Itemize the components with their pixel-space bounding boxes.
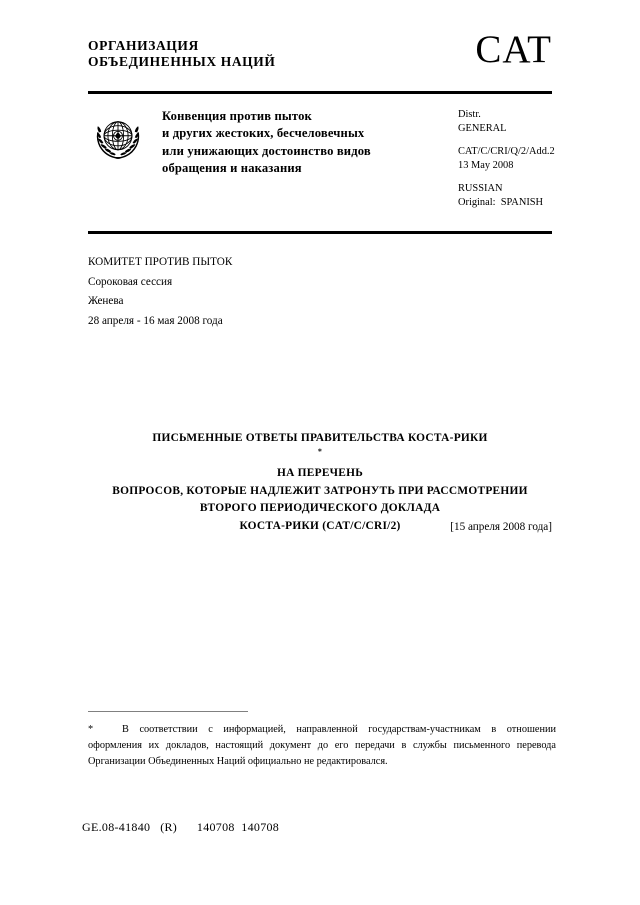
masthead [88, 28, 552, 71]
page-title-line-2: ВОПРОСОВ, КОТОРЫЕ НАДЛЕЖИТ ЗАТРОНУТЬ ПРИ РАССМОТРЕНИИ [112, 484, 528, 497]
committee-name: КОМИТЕТ ПРОТИВ ПЫТОК [88, 256, 233, 268]
organization-line-2: ОБЪЕДИНЕННЫХ НАЦИЙ [88, 54, 276, 69]
committee-dates: 28 апреля - 16 мая 2008 года [88, 314, 223, 327]
header-rule-top [88, 91, 552, 94]
distribution-label: Distr. [458, 109, 481, 120]
page-title-line-3: ВТОРОГО ПЕРИОДИЧЕСКОГО ДОКЛАДА [199, 502, 441, 515]
convention-symbol: CAT [475, 28, 552, 71]
convention-title-line-4: обращения и наказания [162, 161, 302, 176]
page-title-line-1-text: ПИСЬМЕННЫЕ ОТВЕТЫ ПРАВИТЕЛЬСТВА КОСТА-РИКИ [152, 432, 488, 444]
page-title-line-1-tail: НА ПЕРЕЧЕНЬ [276, 467, 364, 480]
symbol-group [458, 145, 555, 172]
document-language: RUSSIAN [458, 183, 503, 195]
convention-title [162, 106, 371, 178]
page-title-line-4: КОСТА-РИКИ (CAT/C/CRI/2) [239, 519, 401, 532]
convention-title-line-3: или унижающих достоинство видов [162, 143, 371, 158]
header-rule-bottom [88, 231, 552, 234]
distribution-block [458, 108, 555, 210]
document-original-language: Original: SPANISH [458, 196, 544, 208]
footnote-reference-mark: * [317, 446, 323, 456]
document-code: GE.08-41840 (R) 140708 140708 [82, 820, 280, 834]
organization-name [88, 38, 275, 70]
footnote-text: В соответствии с информацией, направленной государствам-участникам в отношении оформления их докладов, настоящий документ до его передачи в службы письменного перевода Организации Объединенных Наций официально не редактировался. [88, 724, 556, 768]
footnote [88, 722, 556, 771]
submission-date: [15 апреля 2008 года] [450, 521, 552, 533]
convention-title-line-1: Конвенция против пыток [162, 109, 312, 123]
document-date: 13 May 2008 [458, 159, 514, 171]
document-symbol: CAT/C/CRI/Q/2/Add.2 [458, 146, 555, 158]
organization-line-1: ОРГАНИЗАЦИЯ [88, 38, 199, 53]
committee-session: Сороковая сессия [88, 275, 173, 288]
footnote-separator [88, 711, 248, 712]
committee-block [88, 253, 232, 331]
committee-place: Женева [88, 295, 124, 307]
distribution-group [458, 108, 555, 135]
distribution-value: GENERAL [458, 122, 507, 134]
page-title-line-1 [88, 430, 552, 483]
convention-title-line-2: и других жестоких, бесчеловечных [162, 126, 365, 141]
page-title [88, 430, 552, 536]
un-emblem-icon [90, 110, 146, 166]
footnote-marker: * [88, 724, 94, 735]
language-group [458, 182, 555, 209]
